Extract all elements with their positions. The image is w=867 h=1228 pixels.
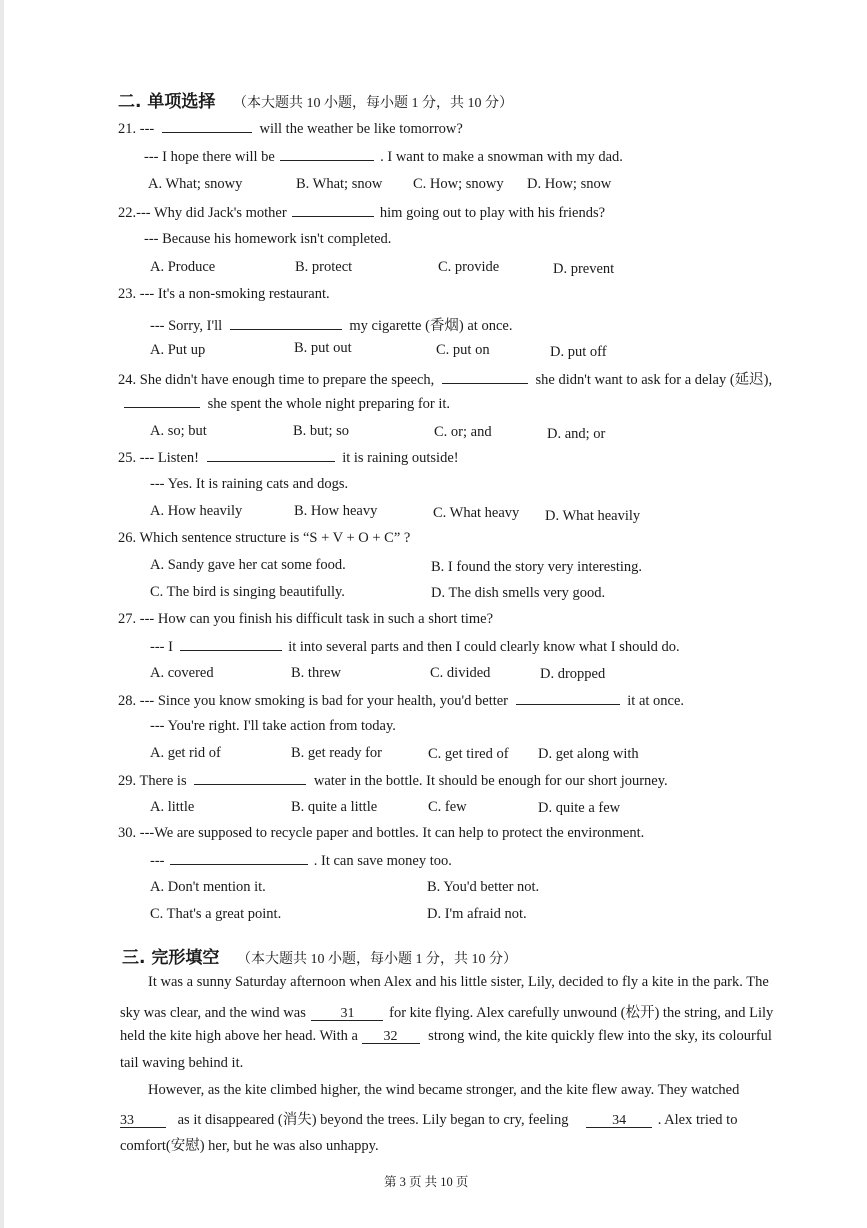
option-b: B. How heavy [294,503,378,519]
option-a: A. get rid of [150,745,221,761]
option-d: D. What heavily [545,508,641,524]
option-b: B. protect [295,259,353,275]
question-text: 28. --- Since you know smoking is bad for your health, you'd better [118,693,509,709]
question-27-line2 [150,638,680,656]
option-b: B. What; snow [296,176,383,192]
answer-blank [280,148,374,161]
question-23: 23. --- It's a non-smoking restaurant. [118,286,330,302]
answer-blank [516,692,620,705]
option-b: B. threw [291,665,341,681]
question-24-line2 [124,395,450,413]
option-c: C. put on [436,342,490,358]
question-27: 27. --- How can you finish his difficult task in such a short time? [118,611,494,627]
answer-blank [170,852,308,865]
option-c: C. The bird is singing beautifully. [150,584,345,600]
option-d: D. I'm afraid not. [427,906,527,922]
passage-line: It was a sunny Saturday afternoon when Alex and his little sister, Lily, decided to fly a kite in the park. The [148,974,769,990]
passage-text: . Alex tried to [657,1112,738,1128]
option-a: A. so; but [150,423,207,439]
option-a: A. Produce [150,259,216,275]
passage-line: tail waving behind it. [120,1055,244,1071]
option-d: D. prevent [553,261,615,277]
option-a: A. What; snowy [148,176,243,192]
option-d: D. quite a few [538,800,621,816]
option-b: B. get ready for [291,745,382,761]
question-text: it at once. [627,693,685,709]
question-text: --- [150,853,165,869]
cloze-blank-31: 31 [311,1008,383,1021]
option-a: A. little [150,799,195,815]
option-a: A. Put up [150,342,206,358]
option-d: D. put off [550,344,607,360]
option-b: B. quite a little [291,799,378,815]
option-a: A. Sandy gave her cat some food. [150,557,346,573]
question-21-line2 [144,148,623,166]
answer-blank [230,317,342,330]
question-text: 24. She didn't have enough time to prepare the speech, [118,372,435,388]
question-text: my cigarette (香烟) at once. [349,318,513,334]
section-3-title: 三. 完形填空 [122,948,220,968]
question-text: . I want to make a snowman with my dad. [380,149,623,165]
option-c: C. divided [430,665,491,681]
option-c: C. provide [438,259,500,275]
section-2-title: 二. 单项选择 [118,92,216,112]
question-21 [118,120,463,138]
question-number: 21. --- [118,121,155,137]
option-c: C. get tired of [428,746,509,762]
question-text: --- Because his homework isn't completed. [144,231,392,247]
option-c: C. What heavy [433,505,520,521]
question-text: him going out to play with his friends? [379,205,606,221]
answer-blank [194,772,306,785]
option-a: A. covered [150,665,214,681]
option-d: D. and; or [547,426,606,442]
question-text: will the weather be like tomorrow? [259,121,463,137]
passage-text: for kite flying. Alex carefully unwound (松开) the string, and Lily [389,1005,774,1021]
option-d: D. How; snow [527,176,612,192]
question-text: she didn't want to ask for a delay (延迟), [535,372,773,388]
answer-blank [162,120,252,133]
answer-blank [292,204,374,217]
question-text: --- I hope there will be [144,149,275,165]
question-text: --- Sorry, I'll [150,318,223,334]
cloze-blank-34: 34 [586,1115,652,1128]
passage-line: However, as the kite climbed higher, the wind became stronger, and the kite flew away. They watched [148,1082,740,1098]
passage-line: comfort(安慰) her, but he was also unhappy. [120,1138,379,1154]
question-23-line2 [150,314,512,335]
question-text: it into several parts and then I could clearly know what I should do. [288,639,680,655]
option-b: B. You'd better not. [427,879,540,895]
page-footer: 第 3 页 共 10 页 [384,1175,469,1189]
cloze-blank-33: 33 [120,1115,166,1128]
question-30-line2 [150,852,452,870]
option-c: C. How; snowy [413,176,504,192]
passage-text: as it disappeared (消失) beyond the trees. Lily began to cry, feeling [177,1112,569,1128]
question-text: 25. --- Listen! [118,450,199,466]
option-a: A. How heavily [150,503,243,519]
question-text: water in the bottle. It should be enough for our short journey. [313,773,668,789]
question-text: --- You're right. I'll take action from today. [150,718,396,734]
question-25 [118,449,459,467]
question-24 [118,368,772,389]
question-30: 30. ---We are supposed to recycle paper and bottles. It can help to protect the environment. [118,825,645,841]
question-text: it is raining outside! [342,450,459,466]
option-d: D. dropped [540,666,606,682]
answer-blank [124,395,200,408]
question-text: . It can save money too. [313,853,452,869]
section-3-note: （本大题共 10 小题，每小题 1 分，共 10 分） [237,952,518,967]
section-2-header [118,87,513,112]
passage-text: sky was clear, and the wind was [120,1005,306,1021]
passage-text: held the kite high above her head. With a [120,1028,358,1044]
cloze-blank-32: 32 [362,1031,420,1044]
option-d: D. The dish smells very good. [431,585,606,601]
option-c: C. or; and [434,424,492,440]
passage-line [120,1001,773,1022]
scan-edge [0,0,4,1228]
option-c: C. That's a great point. [150,906,282,922]
question-22 [118,204,605,222]
answer-blank [180,638,282,651]
option-b: B. put out [294,340,352,356]
question-text: she spent the whole night preparing for it. [207,396,451,412]
option-d: D. get along with [538,746,639,762]
question-29 [118,772,668,790]
question-text: --- I [150,639,173,655]
question-28 [118,692,684,710]
option-c: C. few [428,799,467,815]
question-text: 22.--- Why did Jack's mother [118,205,287,221]
option-b: B. I found the story very interesting. [431,559,643,575]
question-26: 26. Which sentence structure is “S + V + O + C” ? [118,530,411,546]
section-3-header [122,943,517,968]
option-a: A. Don't mention it. [150,879,266,895]
passage-line [120,1028,772,1045]
passage-line [120,1108,737,1129]
passage-text: strong wind, the kite quickly flew into the sky, its colourful [428,1028,772,1044]
question-text: 29. There is [118,773,187,789]
question-text: --- Yes. It is raining cats and dogs. [150,476,349,492]
answer-blank [207,449,335,462]
answer-blank [442,371,528,384]
section-2-note: （本大题共 10 小题，每小题 1 分，共 10 分） [233,96,514,111]
option-b: B. but; so [293,423,349,439]
